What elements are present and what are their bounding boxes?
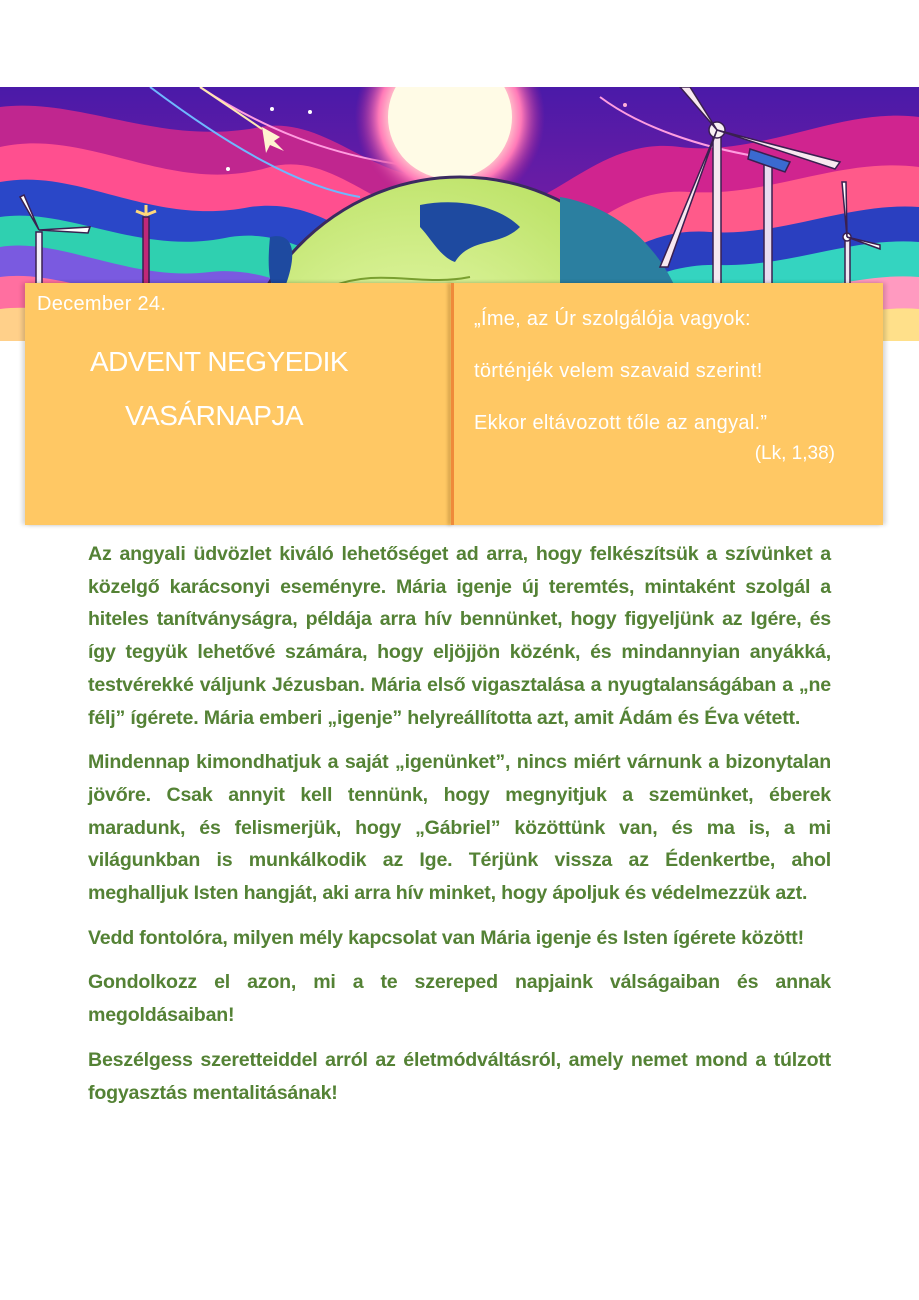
paragraph: Az angyali üdvözlet kiváló lehetőséget ad arra, hogy felkészítsük a szívünket a közelgő karácsonyi eseményre. Mária igenje új teremtés, mintaként szolgál a hiteles tanítványságra, példája arra hív bennünket, hogy figyeljünk az Igére, és így tegyük lehetővé számára, hogy eljöjjön közénk, és mindannyian anyákká, testvérekké váljunk Jézusban. Mária első vigasztalása a nyugtalanságában a „ne félj” ígérete. Mária emberi „igenje” helyreállította azt, amit Ádám és Éva vétett.	[88, 543, 831, 729]
panel-divider	[451, 283, 454, 525]
scripture-reference: (Lk, 1,38)	[754, 443, 835, 464]
paragraph: Mindennap kimondhatjuk a saját „igenünket”, nincs miért várnunk a bizonytalan jövőre. Csak annyit kell tennünk, hogy megnyitjuk a szemünket, éberek maradunk, és felismerjük, hogy „Gábriel” közöttünk van, és ma is, a mi világunkban is munkálkodik az Ige. Térjünk vissza az Édenkertbe, ahol meghalljuk Isten hangját, aki arra hív minket, hogy ápoljuk és védelmezzük azt.	[88, 751, 831, 905]
page-title	[25, 335, 415, 443]
reflection-text	[88, 538, 831, 1121]
quote-line: történjék velem szavaid szerint!	[474, 360, 763, 382]
title-line-1: ADVENT NEGYEDIK	[90, 346, 349, 377]
paragraph: Gondolkozz el azon, mi a te szereped napjaink válságaiban és annak megoldásaiban!	[88, 971, 831, 1027]
scripture-quote	[474, 293, 874, 449]
paragraph: Beszélgess szeretteiddel arról az életmódváltásról, amely nemet mond a túlzott fogyasztás mentalitásának!	[88, 1048, 831, 1104]
quote-line: Ekkor eltávozott tőle az angyal.”	[474, 412, 768, 434]
title-line-2: VASÁRNAPJA	[125, 400, 304, 431]
header-panel	[25, 283, 883, 525]
quote-line: „Íme, az Úr szolgálója vagyok:	[474, 308, 751, 330]
date-label: December 24.	[37, 293, 167, 315]
paragraph: Vedd fontolóra, milyen mély kapcsolat van Mária igenje és Isten ígérete között!	[88, 926, 804, 949]
